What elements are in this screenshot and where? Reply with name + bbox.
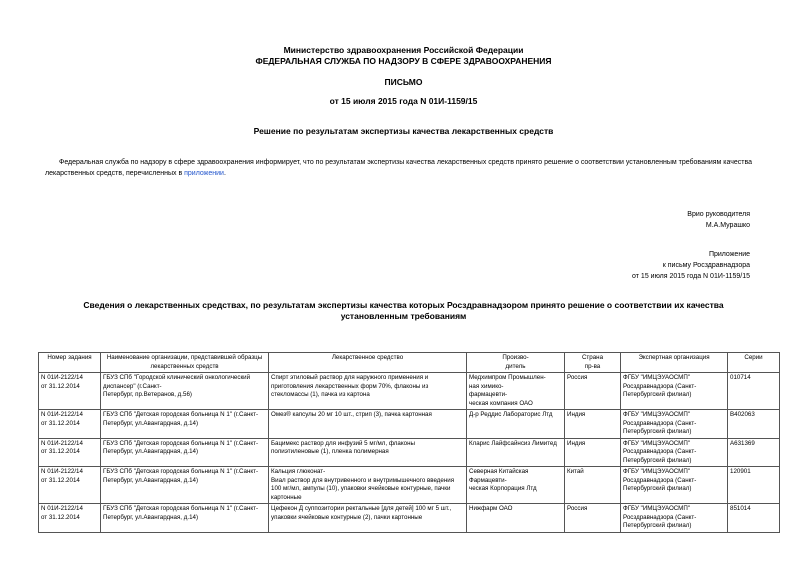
cell-country: Россия xyxy=(565,373,621,410)
cell-maker: Кларис Лайфсайнсиз Лимитед xyxy=(467,438,565,467)
cell-series: B402063 xyxy=(728,410,780,439)
cell-drug: Кальция глюконат- Виал раствор для внутривенного и внутримышечного введения 100 мг/мл, ампулы (10), упаковки ячейковые контурные, пачки картонные xyxy=(269,467,467,504)
cell-drug: Цефекон Д суппозитории ректальные [для детей] 100 мг 5 шт., упаковки ячейковые контурные (2), пачки картонные xyxy=(269,504,467,533)
cell-org: ГБУЗ СПб "Детская городская больница N 1" (г.Санкт- Петербург, ул.Авангардная, д.14) xyxy=(101,504,269,533)
cell-series: A631369 xyxy=(728,438,780,467)
drugs-table xyxy=(38,352,780,533)
appendix-title: Приложение xyxy=(708,251,750,258)
cell-task: N 01И-2122/14 от 31.12.2014 xyxy=(39,467,101,504)
cell-maker: Д-р Реддис Лабораторис Лтд xyxy=(467,410,565,439)
cell-task: N 01И-2122/14 от 31.12.2014 xyxy=(39,438,101,467)
cell-series: 120901 xyxy=(728,467,780,504)
cell-expert: ФГБУ "ИМЦЭУАОСМП" Росздравнадзора (Санкт-Петербургский филиал) xyxy=(621,467,728,504)
table-row xyxy=(39,410,780,439)
table-row xyxy=(39,467,780,504)
header-expert: Экспертная организация xyxy=(621,353,728,373)
cell-org: ГБУЗ СПб "Городской клинический онкологический диспансер" (г.Санкт- Петербург, пр.Ветеранов, д.56) xyxy=(101,373,269,410)
header-maker: Произво- дитель xyxy=(467,353,565,373)
cell-series: 010714 xyxy=(728,373,780,410)
intro-text: Федеральная служба по надзору в сфере здравоохранения информирует, что по результатам экспертизы качества лекарственных средств принято решение о соответствии установленным требованиям качества лекарственных средств, перечисленных в xyxy=(45,159,753,177)
header-org: Наименование организации, представившей образцы лекарственных средств xyxy=(101,353,269,373)
cell-country: Россия xyxy=(565,504,621,533)
signer-name: М.А.Мурашко xyxy=(705,222,750,229)
cell-expert: ФГБУ "ИМЦЭУАОСМП" Росздравнадзора (Санкт-Петербургский филиал) xyxy=(621,438,728,467)
cell-drug: Бацимекс раствор для инфузий 5 мг/мл, флаконы полиэтиленовые (1), пленка полимерная xyxy=(269,438,467,467)
cell-org: ГБУЗ СПб "Детская городская больница N 1" (г.Санкт- Петербург, ул.Авангардная, д.14) xyxy=(101,467,269,504)
table-heading: Сведения о лекарственных средствах, по результатам экспертизы качества которых Росздравнадзором принято решение о соответствии их качества установленным требованиям xyxy=(83,300,724,321)
cell-drug: Омез® капсулы 20 мг 10 шт., стрип (3), пачка картонная xyxy=(269,410,467,439)
intro-paragraph xyxy=(45,157,765,179)
cell-task: N 01И-2122/14 от 31.12.2014 xyxy=(39,373,101,410)
cell-series: 851014 xyxy=(728,504,780,533)
table-body xyxy=(39,373,780,533)
document-date-number: от 15 июля 2015 года N 01И-1159/15 xyxy=(329,96,478,106)
cell-country: Индия xyxy=(565,438,621,467)
cell-drug: Спирт этиловый раствор для наружного применения и приготовления лекарственных форм 70%, флаконы из стекломассы (1), пачка из картона xyxy=(269,373,467,410)
cell-expert: ФГБУ "ИМЦЭУАОСМП" Росздравнадзора (Санкт-Петербургский филиал) xyxy=(621,373,728,410)
cell-org: ГБУЗ СПб "Детская городская больница N 1" (г.Санкт- Петербург, ул.Авангардная, д.14) xyxy=(101,410,269,439)
appendix-line-1: к письму Росздравнадзора xyxy=(662,262,750,269)
signer-position: Врио руководителя xyxy=(687,211,750,218)
table-header-row xyxy=(39,353,780,373)
cell-maker: Медхимпром Промышлен- ная химико- фармацевти- ческая компания ОАО xyxy=(467,373,565,410)
appendix-block xyxy=(632,249,750,282)
document-type: ПИСЬМО xyxy=(384,77,423,87)
intro-end: . xyxy=(223,170,226,177)
cell-task: N 01И-2122/14 от 31.12.2014 xyxy=(39,504,101,533)
cell-expert: ФГБУ "ИМЦЭУАОСМП" Росздравнадзора (Санкт-Петербургский филиал) xyxy=(621,410,728,439)
header-task: Номер задания xyxy=(39,353,101,373)
cell-expert: ФГБУ "ИМЦЭУАОСМП" Росздравнадзора (Санкт-Петербургский филиал) xyxy=(621,504,728,533)
cell-maker: Нижфарм ОАО xyxy=(467,504,565,533)
signature-block xyxy=(687,209,750,231)
document-subject: Решение по результатам экспертизы качества лекарственных средств xyxy=(253,126,554,136)
cell-task: N 01И-2122/14 от 31.12.2014 xyxy=(39,410,101,439)
table-row xyxy=(39,438,780,467)
header-drug: Лекарственное средство xyxy=(269,353,467,373)
header-series: Серии xyxy=(728,353,780,373)
header-country: Страна пр-ва xyxy=(565,353,621,373)
document-header xyxy=(0,45,807,67)
appendix-link[interactable]: приложении xyxy=(184,170,224,177)
cell-maker: Северная Китайская Фармацевти- ческая Корпорация Лтд xyxy=(467,467,565,504)
table-row xyxy=(39,504,780,533)
cell-country: Китай xyxy=(565,467,621,504)
cell-country: Индия xyxy=(565,410,621,439)
cell-org: ГБУЗ СПб "Детская городская больница N 1" (г.Санкт- Петербург, ул.Авангардная, д.14) xyxy=(101,438,269,467)
ministry-name: Министерство здравоохранения Российской Федерации xyxy=(283,45,524,55)
service-name: ФЕДЕРАЛЬНАЯ СЛУЖБА ПО НАДЗОРУ В СФЕРЕ ЗДРАВООХРАНЕНИЯ xyxy=(255,56,552,66)
table-row xyxy=(39,373,780,410)
appendix-line-2: от 15 июля 2015 года N 01И-1159/15 xyxy=(632,273,750,280)
